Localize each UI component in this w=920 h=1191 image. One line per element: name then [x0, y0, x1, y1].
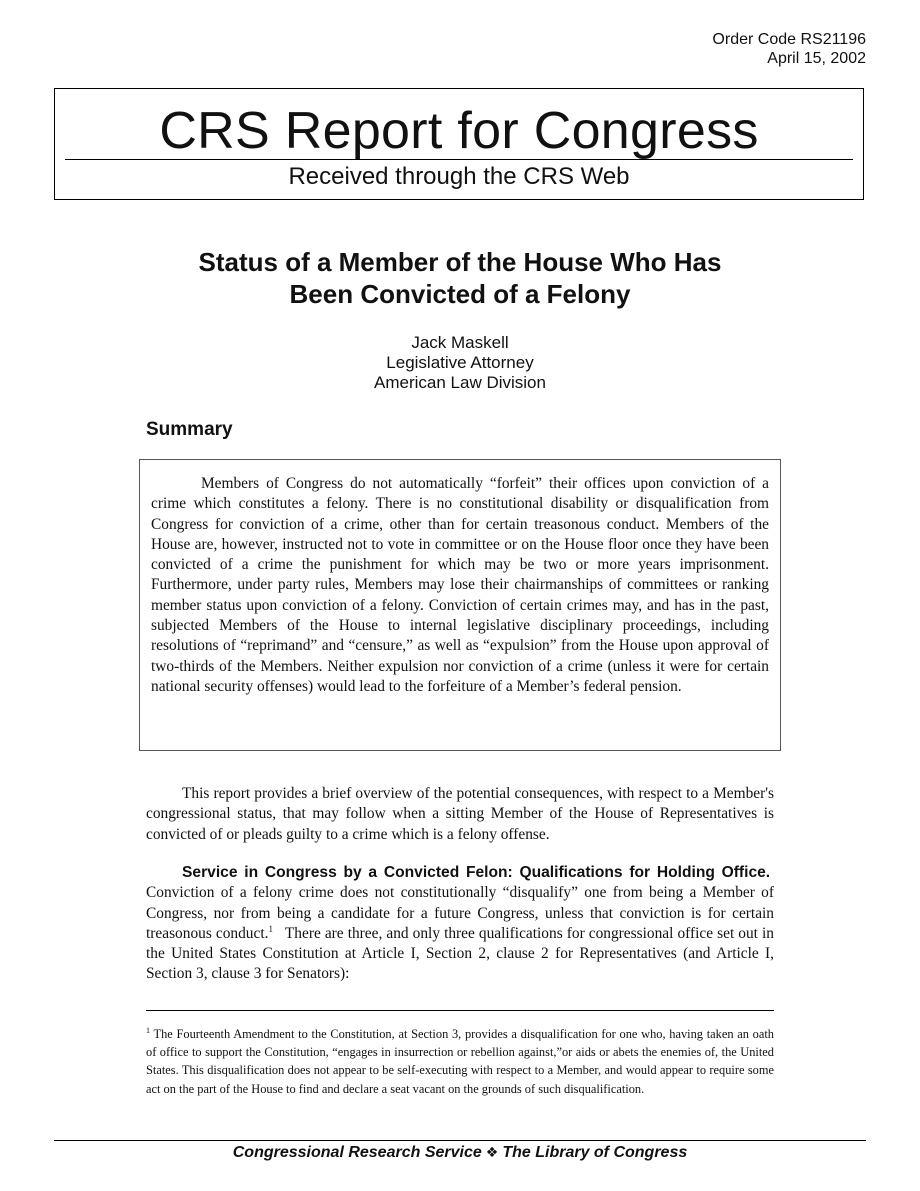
- footnote-divider: [146, 1010, 774, 1011]
- report-series-subtitle: Received through the CRS Web: [288, 163, 630, 190]
- author-title: Legislative Attorney: [386, 353, 534, 372]
- order-code-block: [712, 30, 866, 68]
- footnote: [146, 1025, 774, 1098]
- summary-text: Members of Congress do not automatically “forfeit” their offices upon conviction of a crime which constitutes a felony. There is no constitutional disability or disqualification from Congress for conviction of a crime, other than for certain treasonous conduct. Members of the House are, however, instructed not to vote in committee or on the House floor once they have been convicted of a crime the punishment for which may be two or more years imprisonment. Furthermore, under party rules, Members may lose their chairmanships of committees or ranking member status upon conviction of a felony. Conviction of certain crimes may, and has in the past, subjected Members of the House to internal legislative disciplinary proceedings, including resolutions of “reprimand” and “censure,” as well as “expulsion” from the House upon approval of two-thirds of the Members. Neither expulsion nor conviction of a crime (unless it were for certain national security offenses) would lead to the forfeiture of a Member’s federal pension.: [151, 475, 769, 695]
- summary-box: [139, 459, 781, 751]
- footnote-reference[interactable]: 1: [268, 923, 273, 934]
- author-block: [200, 333, 720, 393]
- document-title: [100, 246, 820, 310]
- footnote-text: The Fourteenth Amendment to the Constitution, at Section 3, provides a disqualification for one who, having taken an oath of office to support the Constitution, “engages in insurrection or rebellion against,”or aids or abets the enemies of, the United States. This disqualification does not appear to be self-executing with respect to a Member, and would appear to require some act on the part of the House to find and declare a seat vacant on the grounds of such disqualification.: [146, 1027, 774, 1096]
- header-divider: [65, 159, 853, 160]
- footer-divider: [54, 1140, 866, 1141]
- report-date: April 15, 2002: [767, 50, 866, 67]
- author-division: American Law Division: [374, 373, 546, 392]
- footer-publisher: Congressional Research Service: [232, 1144, 482, 1161]
- report-header-box: [54, 88, 864, 200]
- diamond-icon: ❖: [485, 1145, 499, 1161]
- section-text-part-2: There are three, and only three qualifications for congressional office set out in the United States Constitution at Article I, Section 2, clause 2 for Representatives (and Article I, Section 3, clause 3 for Senators):: [146, 924, 774, 983]
- section-heading: Service in Congress by a Convicted Felon: Qualifications for Holding Office.: [182, 864, 771, 881]
- document-title-line-2: Been Convicted of a Felony: [289, 279, 631, 309]
- footnote-number: 1: [146, 1026, 150, 1035]
- summary-heading: Summary: [146, 419, 233, 440]
- order-code: Order Code RS21196: [712, 31, 866, 48]
- page-footer: [54, 1143, 866, 1163]
- report-series-title: CRS Report for Congress: [159, 102, 759, 160]
- author-name: Jack Maskell: [411, 333, 509, 352]
- section-text-part-1: Conviction of a felony crime does not constitutionally “disqualify” one from being a Member of Congress, nor from being a candidate for a future Congress, unless that conviction is for certain treasonous conduct.: [146, 884, 774, 942]
- footer-library: The Library of Congress: [502, 1144, 688, 1161]
- qualifications-paragraph: [146, 863, 774, 985]
- document-title-line-1: Status of a Member of the House Who Has: [198, 247, 722, 277]
- intro-paragraph: This report provides a brief overview of the potential consequences, with respect to a Member's congressional status, that may follow when a sitting Member of the House of Representatives is convicted of or pleads guilty to a crime which is a felony offense.: [146, 785, 774, 843]
